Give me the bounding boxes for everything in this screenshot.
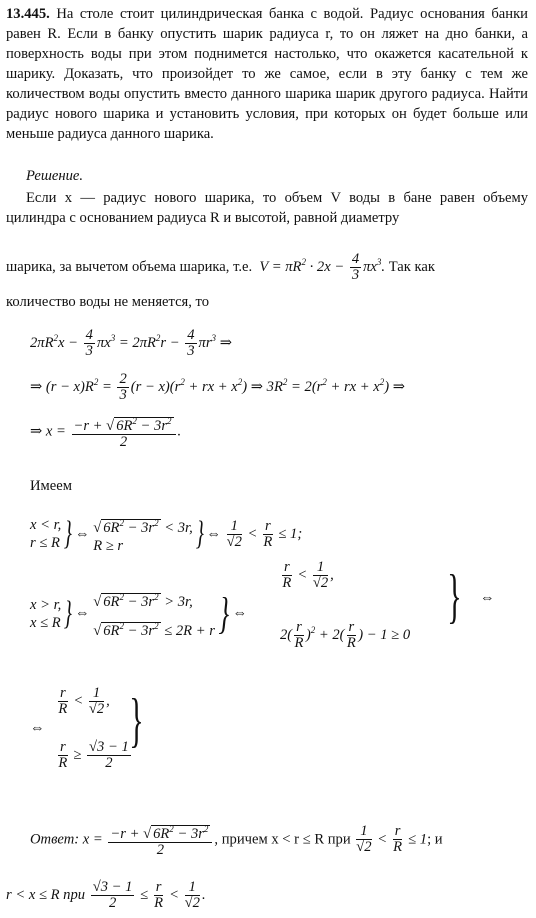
problem-text: На столе стоит цилиндрическая банка с водой. Радиус основания банки равен R. Если в банку опустить шарик радиуса r, то он ляжет на дно банки, а поверхность воды при этом поднимется настолько, что окажется касательной к шарику. Доказать, что произойдет то же самое, если в эту банку с тем же количеством воды опустить вместо данного шарика шарик другого радиуса. Найти радиус нового шарика и установить условия, при которых он будет больше или меньше радиуса данного шарика. xyxy=(6,6,528,142)
big-brace-3: } xyxy=(129,687,144,753)
answer-line-1: Ответ: x = $\frac{-r + √ 6R^2 - 3r^2}{2}$ , причем x < r ≤ R при $\frac{1}{√2}$ < $\frac{r}{R}$ ≤ 1; и xyxy=(30,823,443,858)
system-2-right: $\frac{r}{R}$ < $\frac{1}{√2}$ , xyxy=(282,559,334,591)
equation-3: ⇒ x = $\frac{-r + √ 6R^2 - 3r^2}{2}$ . xyxy=(30,416,182,450)
big-brace-2: } xyxy=(447,563,462,629)
have-label: Имеем xyxy=(30,478,72,494)
system-1: x < r, r ≤ R } ⇔ √ $6R^2 - 3r^2 < 3r$, R ≥ r } ⇔ $\frac{1}{√2}$ < $\frac{r}{R}$ ≤ 1; xyxy=(30,515,303,554)
solution-paragraph-1: Если x — радиус нового шарика, то объем V воды в бане равен объему цилиндра с основанием радиуса R и высотой, равной диаметру xyxy=(6,190,528,226)
system-2-right-2: 2( $\frac{r}{R}$ )$^2$ + 2( $\frac{r}{R}$ ) − 1 ≥ 0 xyxy=(280,619,411,651)
solution-heading: Решение. xyxy=(26,168,84,184)
system-3-arrow: ⇔ xyxy=(30,720,45,736)
system-2: x > r, x ≤ R } ⇔ √ $6R^2 - 3r^2 > 3r$, √ $6R^2 - 3r^2 \le 2R + r$ } ⇔ xyxy=(30,588,248,639)
solution-paragraph-3: количество воды не меняется, то xyxy=(6,294,210,310)
answer-line-2: r < x ≤ R при $\frac{√3 - 1}{2}$ ≤ $\frac{r}{R}$ < $\frac{1}{√2}$ . xyxy=(6,879,206,911)
system-3-bottom: $\frac{r}{R}$ ≥ $\frac{√3 - 1}{2}$ xyxy=(58,739,129,771)
system-3-top: $\frac{r}{R}$ < $\frac{1}{√2}$ , xyxy=(58,685,110,717)
problem-number: 13.445. xyxy=(6,6,50,22)
equiv-sign: ⇔ xyxy=(480,590,495,606)
volume-line: шарика, за вычетом объема шарика, т.е. $V = \pi R^2 \cdot 2x$ − $\frac{4}{3}$ $\pi x^3$. Так как xyxy=(6,251,435,283)
equation-1: $2\pi R^2x$ − $\frac{4}{3}$ $\pi x^3 = 2\pi R^2r$ − $\frac{4}{3}$ $\pi r^3$ ⇒ xyxy=(30,327,232,359)
volume-formula: $V = \pi R^2 \cdot 2x$ − $\frac{4}{3}$ $\pi x^3$. xyxy=(255,251,386,283)
equation-2: ⇒ $(r - x)R^2$ = $\frac{2}{3}$ $(r - x)(r^2$ + rx + $x^2$) ⇒ $3R^2 = 2(r^2$ + rx + $x^2$) ⇒ xyxy=(30,371,406,403)
problem-statement xyxy=(6,4,528,144)
